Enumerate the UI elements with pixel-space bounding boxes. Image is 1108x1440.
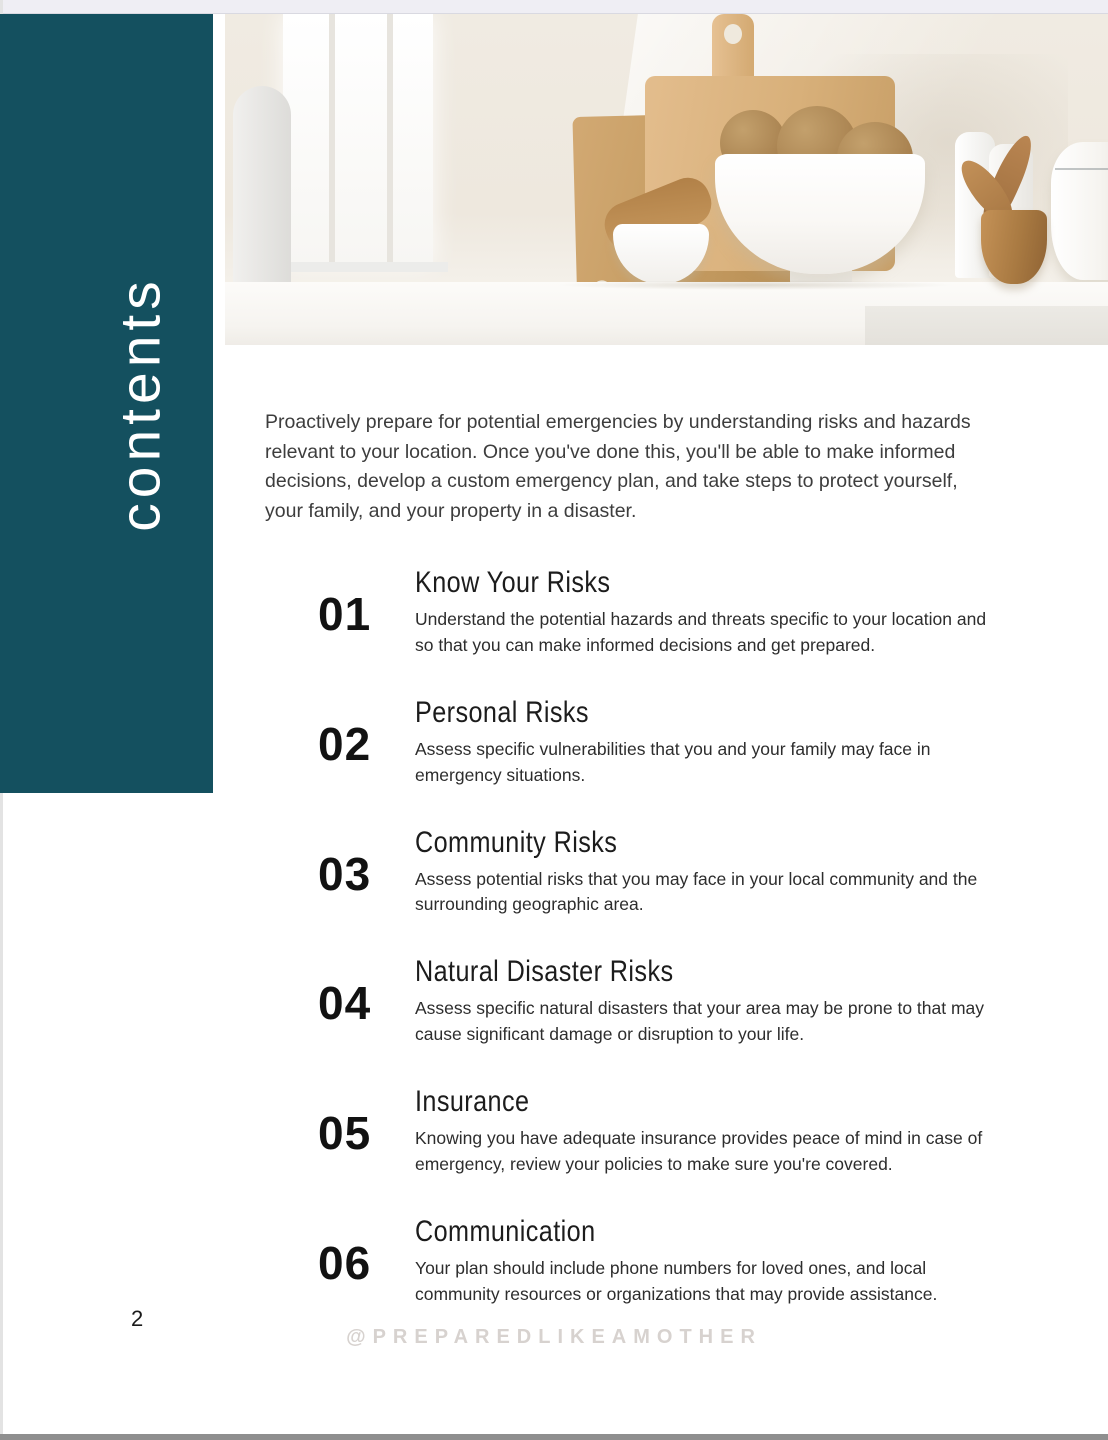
entry-number: 02 [318,717,372,770]
entry-title: Community Risks [415,825,618,859]
entry-number: 04 [318,977,372,1030]
kitchen-photo [225,14,1108,345]
window-bottom-edge [0,1434,1108,1440]
photo-counter-shadow [555,280,955,290]
entry-description: Your plan should include phone numbers for loved ones, and local community resources or organizations that may provide assistance. [415,1257,938,1304]
entry-number: 06 [318,1236,372,1289]
photo-window [283,14,433,264]
entry-description: Assess specific natural disasters that your area may be prone to that may cause significant damage or disruption to your life. [415,998,985,1045]
page-number: 2 [131,1306,144,1331]
contents-sidebar [0,14,213,793]
contents-entry-01 [318,566,988,659]
entry-title: Insurance [415,1085,530,1119]
entry-number: 03 [318,847,372,900]
entry-description: Assess specific vulnerabilities that you and your family may face in emergency situations. [415,738,931,785]
contents-list [318,566,988,1345]
intro-paragraph: Proactively prepare for potential emergencies by understanding risks and hazards relevant to your location. Once you've done this, you'll be able to make informed decisions, develop a custom emergency plan, and take steps to protect yourself, your family, and your property in a disaster. [265,411,971,522]
entry-description: Knowing you have adequate insurance provides peace of mind in case of emergency, review your policies to make sure you're covered. [415,1128,983,1175]
window-top-edge [0,0,1108,14]
entry-description: Assess potential risks that you may face in your local community and the surrounding geographic area. [415,868,978,915]
entry-title: Natural Disaster Risks [415,955,674,989]
entry-description: Understand the potential hazards and threats specific to your location and so that you can make informed decisions and get prepared. [415,609,987,655]
entry-title: Communication [415,1214,596,1248]
contents-entry-05 [318,1085,988,1178]
contents-entry-06 [318,1215,988,1308]
watermark-handle: @PREPAREDLIKEAMOTHER [346,1326,762,1348]
contents-entry-02 [318,696,988,789]
photo-counter-step [865,306,1108,345]
contents-vertical-title: contents [108,275,173,532]
entry-number: 05 [318,1107,372,1160]
entry-number: 01 [318,588,372,640]
contents-entry-04 [318,955,988,1048]
entry-title: Know Your Risks [415,566,611,599]
contents-entry-03 [318,826,988,919]
photo-teapot [1051,142,1108,280]
entry-title: Personal Risks [415,695,589,729]
